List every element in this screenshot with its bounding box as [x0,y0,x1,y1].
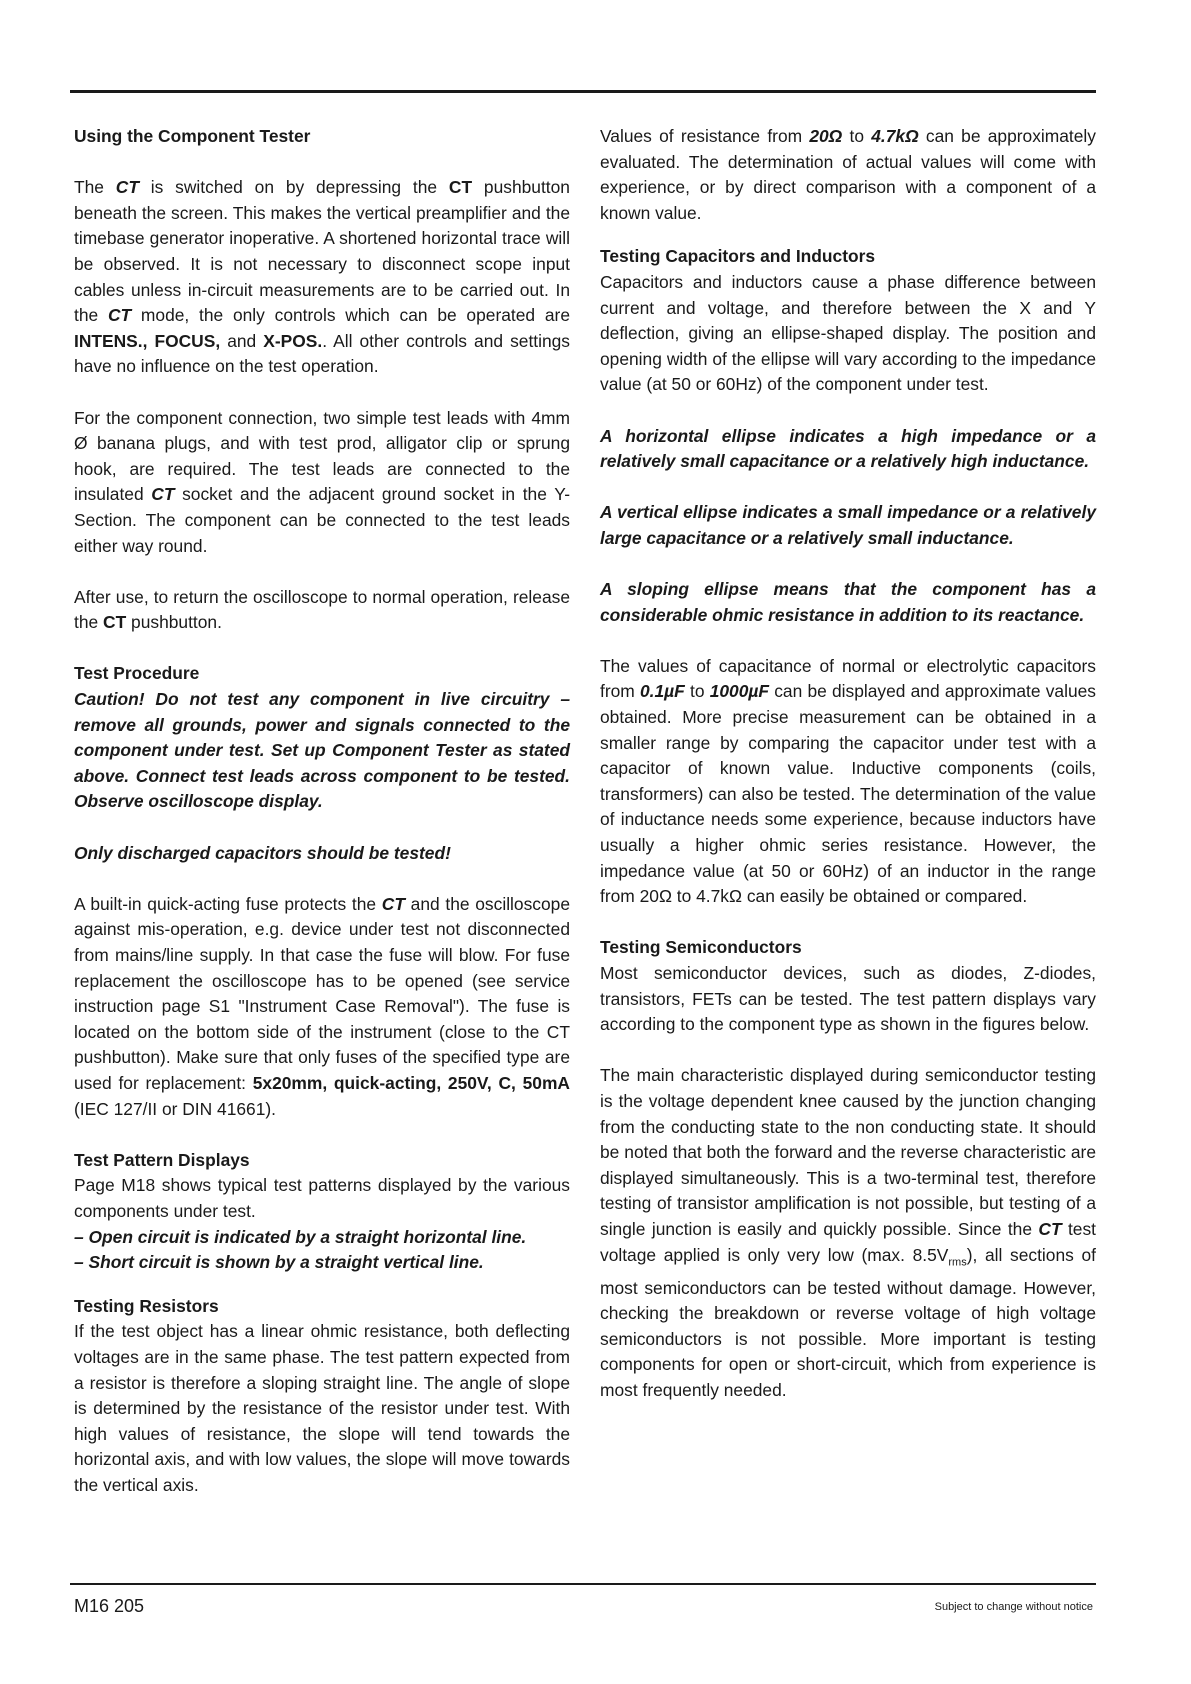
caution-text: Caution! Do not test any component in live circuitry – remove all grounds, power and signals connected to the component under test. Set up Component Tester as stated above. Connect test leads across component to be tested. Observe oscilloscope display. [74,689,570,812]
heading-testing-semiconductors: Testing Semiconductors [600,937,802,958]
open-circuit-note: – Open circuit is indicated by a straight horizontal line. [74,1226,527,1247]
paragraph-connection: For the component connection, two simple test leads with 4mm Ø banana plugs, and with test prod, alligator clip or sprung hook, are required. The test leads are connected to the insulated CT socket and the adjacent ground socket in the Y-Section. The component can be connected to the test leads either way round. [74,407,570,556]
heading-testing-capacitors-inductors: Testing Capacitors and Inductors [600,246,876,267]
vertical-ellipse-note: A vertical ellipse indicates a small impedance or a relatively large capacitance or a relatively small inductance. [600,502,1096,548]
heading-testing-resistors: Testing Resistors [74,1295,219,1316]
change-notice: Subject to change without notice [934,1601,1093,1613]
paragraph-semiconductor-characteristic: The main characteristic displayed during semiconductor testing is the voltage dependent knee caused by the junction changing from the conducting state to the non conducting state. It should be noted that both the forward and the reverse characteristic are displayed simultaneously. This is a two-terminal test, therefore testing of transistor amplification is not possible, but testing of a single junction is easily and quickly possible. Since the CT test voltage applied is only very low (max. $8.5V_{rms}$), all sections of most semiconductors can be tested without damage. However, checking the breakdown or reverse voltage of high voltage semiconductors is not possible. More important is testing components for open or short-circuit, which from experience is most frequently needed. [600,1065,1096,1400]
paragraph-semiconductor-devices: Most semiconductor devices, such as diodes, Z-diodes, transistors, FETs can be tested. The test pattern displays vary according to the component type as shown in the figures below. [600,963,1096,1035]
discharged-capacitors-warning: Only discharged capacitors should be tested! [74,842,451,863]
top-rule [70,90,1096,93]
sloping-ellipse-note: A sloping ellipse means that the component has a considerable ohmic resistance in addition to its reactance. [600,579,1096,625]
heading-using-component-tester: Using the Component Tester [74,126,311,146]
heading-test-pattern-displays: Test Pattern Displays [74,1149,250,1170]
left-column [74,124,570,1498]
paragraph-test-patterns: Page M18 shows typical test patterns displayed by the various components under test. [74,1175,570,1221]
paragraph-resistance-values: Values of resistance from 20Ω to 4.7kΩ can be approximately evaluated. The determination of actual values will come with experience, or by direct comparison with a component of a known value. [600,126,1096,223]
bottom-rule [70,1583,1096,1585]
heading-test-procedure: Test Procedure [74,663,200,684]
horizontal-ellipse-note: A horizontal ellipse indicates a high impedance or a relatively small capacitance or a relatively high inductance. [600,425,1096,472]
paragraph-resistors: If the test object has a linear ohmic resistance, both deflecting voltages are in the same phase. The test pattern expected from a resistor is therefore a sloping straight line. The angle of slope is determined by the resistance of the resistor under test. With high values of resistance, the slope will tend towards the horizontal axis, and with low values, the slope will move towards the vertical axis. [74,1321,570,1495]
paragraph-phase-difference: Capacitors and inductors cause a phase difference between current and voltage, and therefore between the X and Y deflection, giving an ellipse-shaped display. The position and opening width of the ellipse will vary according to the impedance value (at 50 or 60Hz) of the component under test. [600,271,1096,395]
paragraph-ct-intro: The CT is switched on by depressing the CT pushbutton beneath the screen. This makes the vertical preamplifier and the timebase generator inoperative. A shortened horizontal trace will be observed. It is not necessary to disconnect scope input cables unless in-circuit measurements are to be carried out. In the CT mode, the only controls which can be operated are INTENS., FOCUS, and X-POS.. All other controls and settings have no influence on the test operation. [74,177,571,377]
page-number: M16 205 [74,1596,145,1616]
right-column [600,124,1096,1404]
paragraph-fuse: A built-in quick-acting fuse protects the CT and the oscilloscope against mis-operation, e.g. device under test not disconnected from mains/line supply. In that case the fuse will blow. For fuse replacement the oscilloscope has to be opened (see service instruction page S1 "Instrument Case Removal"). The fuse is located on the bottom side of the instrument (close to the CT pushbutton). Make sure that only fuses of the specified type are used for replacement: 5x20mm, quick-acting, 250V, C, 50mA (IEC 127/II or DIN 41661). [74,893,570,1119]
paragraph-after-use: After use, to return the oscilloscope to normal operation, release the CT pushbutton. [74,586,570,633]
short-circuit-note: – Short circuit is shown by a straight vertical line. [74,1252,484,1273]
paragraph-capacitance-values: The values of capacitance of normal or electrolytic capacitors from 0.1µF to 1000µF can be displayed and approximate values obtained. More precise measurement can be obtained in a smaller range by comparing the capacitor under test with a capacitor of known value. Inductive components (coils, transformers) can also be tested. The determination of the value of inductance needs some experience, because inductors have usually a higher ohmic series resistance. However, the impedance value (at 50 or 60Hz) of an inductor in the range from 20Ω to 4.7kΩ can easily be obtained or compared. [600,655,1096,907]
